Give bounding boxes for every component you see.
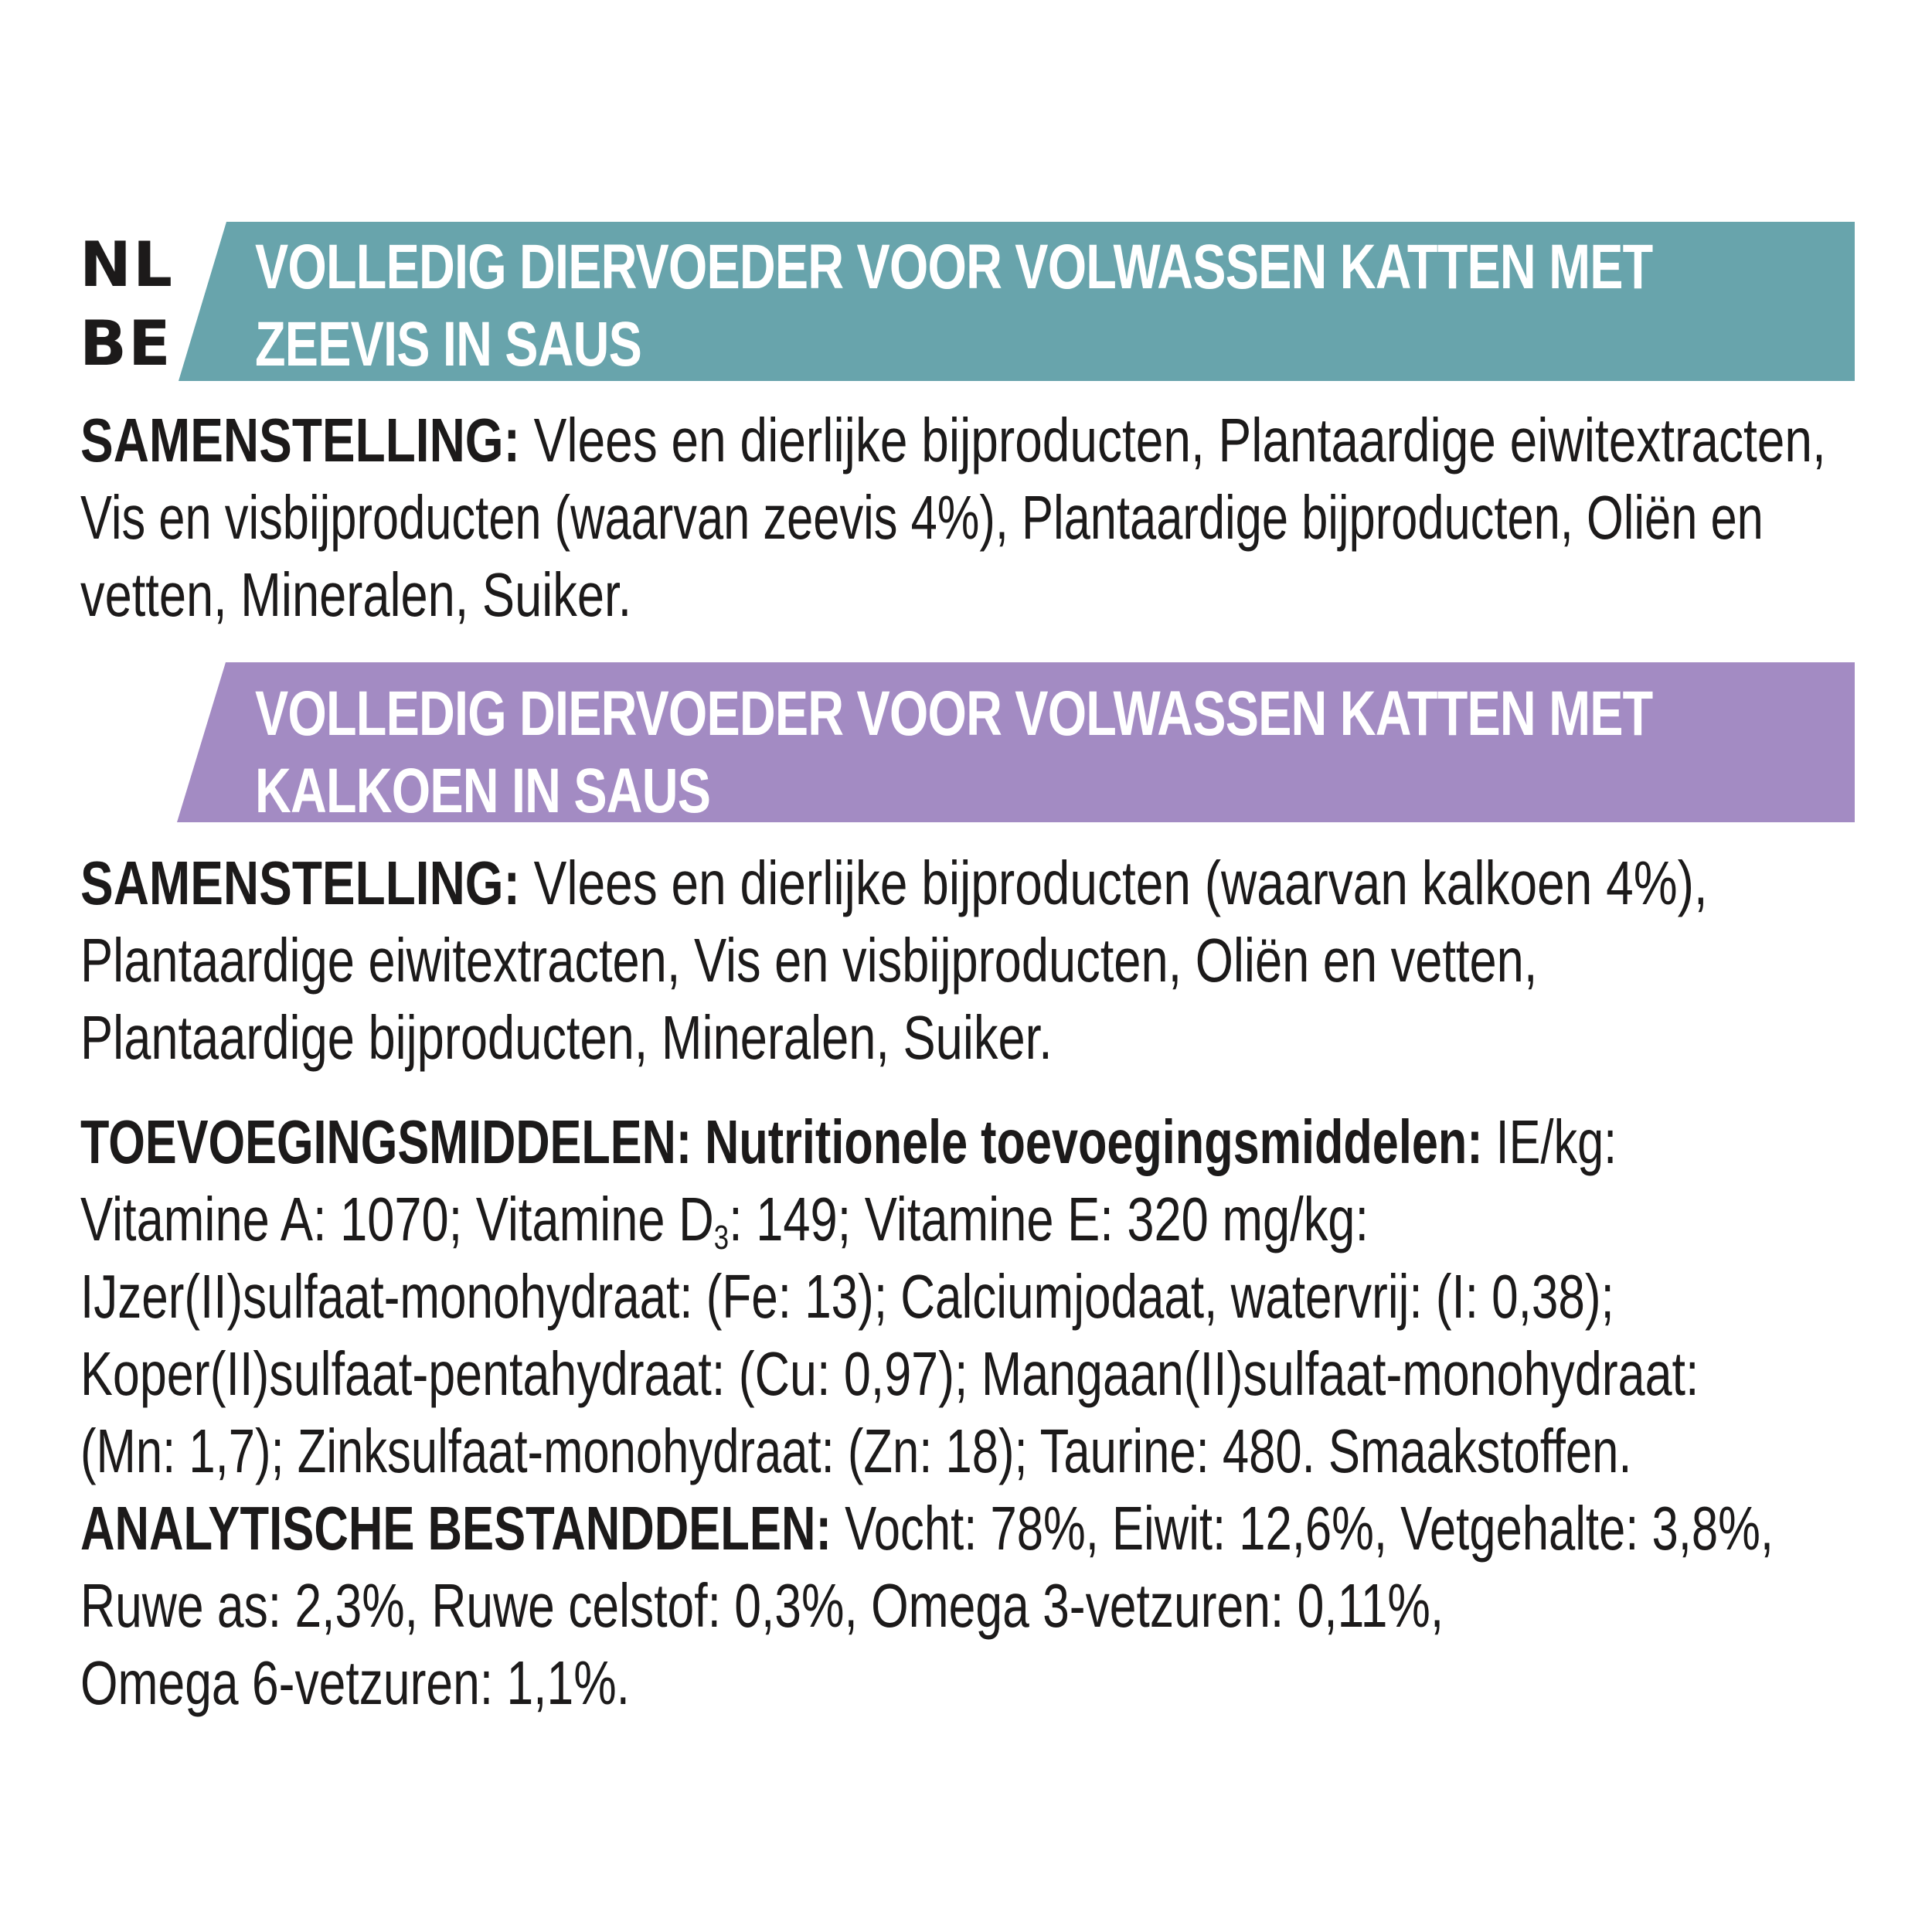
composition-text: Vlees en dierlijke bijproducten, Plantaardige eiwitextracten, xyxy=(519,406,1826,474)
analytical-text: Vocht: 78%, Eiwit: 12,6%, Vetgehalte: 3,8%, xyxy=(831,1494,1774,1563)
product-1-title-line-2: ZEEVIS IN SAUS xyxy=(255,309,642,379)
composition-line: vetten, Mineralen, Suiker. xyxy=(80,560,632,629)
language-code-be: BE xyxy=(80,308,172,379)
composition-label: SAMENSTELLING: xyxy=(80,406,520,474)
product-2-title-line-2: KALKOEN IN SAUS xyxy=(255,756,711,826)
product-1-title-banner xyxy=(0,222,1932,381)
additives-line: IJzer(II)sulfaat-monohydraat: (Fe: 13); Calciumjodaat, watervrij: (I: 0,38); xyxy=(80,1262,1614,1331)
composition-line: Vis en visbijproducten (waarvan zeevis 4%), Plantaardige bijproducten, Oliën en xyxy=(80,483,1764,552)
composition-line: Plantaardige eiwitextracten, Vis en visbijproducten, Oliën en vetten, xyxy=(80,926,1538,995)
product-2-title-banner xyxy=(0,662,1932,826)
composition-line xyxy=(80,406,1826,474)
composition-line xyxy=(80,849,1708,917)
subscript-3: 3 xyxy=(713,1219,730,1257)
additives-line: Koper(II)sulfaat-pentahydraat: (Cu: 0,97); Mangaan(II)sulfaat-monohydraat: xyxy=(80,1339,1699,1408)
additives-unit: IE/kg: xyxy=(1482,1107,1617,1176)
vitamins-text-cont: : 149; Vitamine E: 320 mg/kg: xyxy=(729,1185,1369,1253)
product-2-title-line-1: VOLLEDIG DIERVOEDER VOOR VOLWASSEN KATTEN MET xyxy=(255,679,1653,749)
additives-line xyxy=(80,1185,1369,1257)
additives-line xyxy=(80,1107,1617,1176)
language-code-nl: NL xyxy=(80,229,174,301)
composition-text: Vlees en dierlijke bijproducten (waarvan kalkoen 4%), xyxy=(519,849,1708,917)
composition-label: SAMENSTELLING: xyxy=(80,849,520,917)
vitamins-text: Vitamine A: 1070; Vitamine D xyxy=(80,1185,714,1253)
additives-line: (Mn: 1,7); Zinksulfaat-monohydraat: (Zn: 18); Taurine: 480. Smaakstoffen. xyxy=(80,1417,1632,1485)
analytical-line: Omega 6-vetzuren: 1,1%. xyxy=(80,1648,631,1717)
additives-label: TOEVOEGINGSMIDDELEN: xyxy=(80,1107,692,1176)
analytical-line: Ruwe as: 2,3%, Ruwe celstof: 0,3%, Omega 3-vetzuren: 0,11%, xyxy=(80,1571,1444,1640)
composition-line: Plantaardige bijproducten, Mineralen, Suiker. xyxy=(80,1003,1053,1072)
analytical-line xyxy=(80,1494,1774,1563)
additives-sublabel: Nutritionele toevoegingsmiddelen: xyxy=(692,1107,1483,1176)
product-1-title-line-1: VOLLEDIG DIERVOEDER VOOR VOLWASSEN KATTEN MET xyxy=(255,232,1653,302)
analytical-label: ANALYTISCHE BESTANDDELEN: xyxy=(80,1494,832,1563)
